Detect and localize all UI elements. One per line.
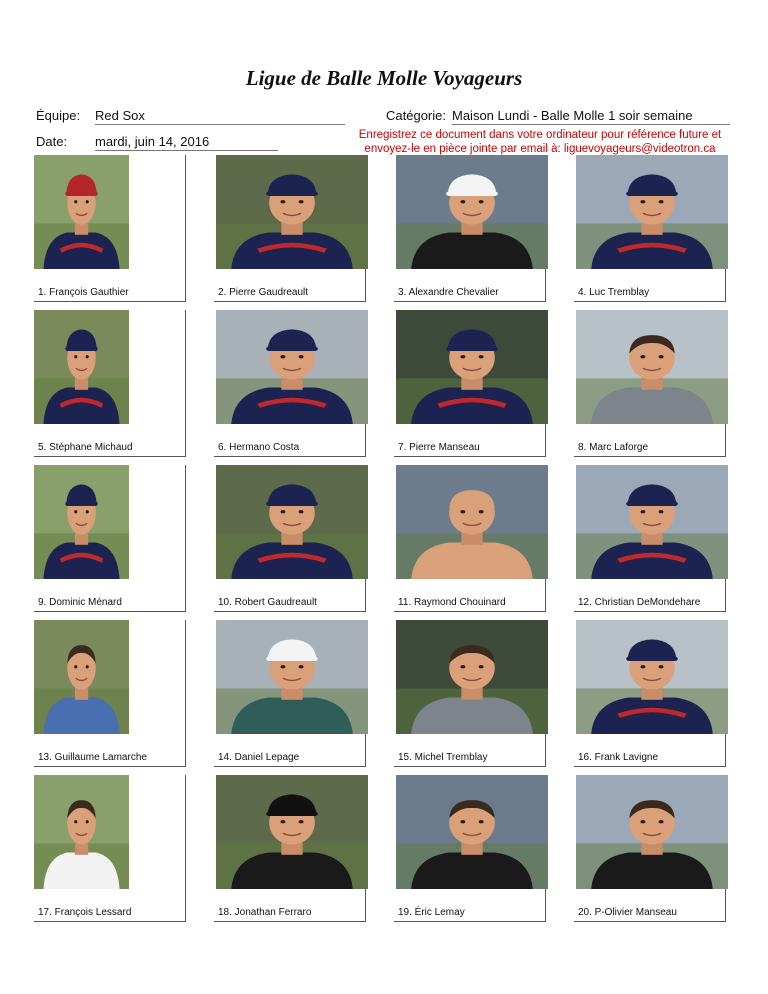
player-photo [216, 310, 368, 424]
player-card [34, 620, 187, 769]
player-photo [216, 620, 368, 734]
player-portrait-image [576, 465, 728, 579]
player-portrait-image [34, 775, 129, 889]
player-name: 8. Marc Laforge [578, 442, 649, 453]
player-card [574, 310, 727, 459]
player-card [574, 465, 727, 614]
player-photo [396, 310, 548, 424]
player-photo [576, 310, 728, 424]
player-name: 13. Guillaume Lamarche [38, 752, 147, 763]
date-field[interactable]: mardi, juin 14, 2016 [95, 134, 278, 151]
player-card [34, 155, 187, 304]
team-label: Équipe: [36, 108, 81, 123]
player-photo [216, 775, 368, 889]
player-name: 17. François Lessard [38, 907, 132, 918]
player-photo [576, 465, 728, 579]
player-card [574, 620, 727, 769]
player-card [574, 775, 727, 924]
player-name: 12. Christian DeMondehare [578, 597, 701, 608]
player-photo [34, 620, 129, 734]
player-name: 6. Hermano Costa [218, 442, 300, 453]
player-portrait-image [216, 775, 368, 889]
player-portrait-image [34, 310, 129, 424]
date-label: Date: [36, 134, 68, 149]
player-name: 5. Stéphane Michaud [38, 442, 133, 453]
player-portrait-image [216, 310, 368, 424]
player-card [214, 155, 367, 304]
player-card [214, 620, 367, 769]
player-portrait-image [34, 465, 129, 579]
player-photo [216, 465, 368, 579]
player-name: 7. Pierre Manseau [398, 442, 480, 453]
player-portrait-image [216, 620, 368, 734]
player-card [214, 310, 367, 459]
player-photo [396, 775, 548, 889]
player-portrait-image [34, 155, 129, 269]
player-name: 9. Dominic Ménard [38, 597, 122, 608]
player-portrait-image [576, 155, 728, 269]
player-photo [576, 620, 728, 734]
player-photo [34, 310, 129, 424]
player-portrait-image [396, 155, 548, 269]
player-photo [396, 465, 548, 579]
player-card [34, 465, 187, 614]
player-photo [576, 775, 728, 889]
player-name: 18. Jonathan Ferraro [218, 907, 312, 918]
player-card [394, 310, 547, 459]
player-name: 3. Alexandre Chevalier [398, 287, 499, 298]
player-portrait-image [576, 310, 728, 424]
player-portrait-image [576, 620, 728, 734]
player-name: 20. P-Olivier Manseau [578, 907, 677, 918]
player-name: 1. François Gauthier [38, 287, 129, 298]
player-card [394, 775, 547, 924]
category-field[interactable]: Maison Lundi - Balle Molle 1 soir semaine [452, 108, 730, 125]
player-portrait-image [396, 620, 548, 734]
player-card [34, 310, 187, 459]
category-label: Catégorie: [386, 108, 446, 123]
player-portrait-image [216, 465, 368, 579]
player-name: 4. Luc Tremblay [578, 287, 650, 298]
notice-line-2: envoyez-le en pièce jointe par email à: liguevoyageurs@videotron.ca [364, 143, 716, 155]
player-photo [34, 155, 129, 269]
player-photo [34, 465, 129, 579]
notice-line-1: Enregistrez ce document dans votre ordinateur pour référence future et [358, 129, 722, 141]
player-photo [396, 155, 548, 269]
player-photo [216, 155, 368, 269]
player-name: 16. Frank Lavigne [578, 752, 659, 763]
player-photo [34, 775, 129, 889]
player-photo [396, 620, 548, 734]
player-name: 19. Éric Lemay [398, 907, 465, 918]
player-card [394, 620, 547, 769]
player-card [394, 465, 547, 614]
player-portrait-image [576, 775, 728, 889]
instruction-notice [352, 128, 728, 156]
player-portrait-image [396, 775, 548, 889]
team-field[interactable]: Red Sox [95, 108, 345, 125]
player-name: 10. Robert Gaudreault [218, 597, 317, 608]
player-portrait-image [34, 620, 129, 734]
player-name: 14. Daniel Lepage [218, 752, 300, 763]
player-card [574, 155, 727, 304]
player-portrait-image [396, 465, 548, 579]
player-photo [576, 155, 728, 269]
player-card [214, 465, 367, 614]
player-card [394, 155, 547, 304]
player-name: 2. Pierre Gaudreault [218, 287, 309, 298]
page-title: Ligue de Balle Molle Voyageurs [245, 66, 523, 90]
player-portrait-image [216, 155, 368, 269]
player-name: 15. Michel Tremblay [398, 752, 488, 763]
player-card [34, 775, 187, 924]
player-name: 11. Raymond Chouinard [398, 597, 506, 608]
player-card [214, 775, 367, 924]
player-portrait-image [396, 310, 548, 424]
